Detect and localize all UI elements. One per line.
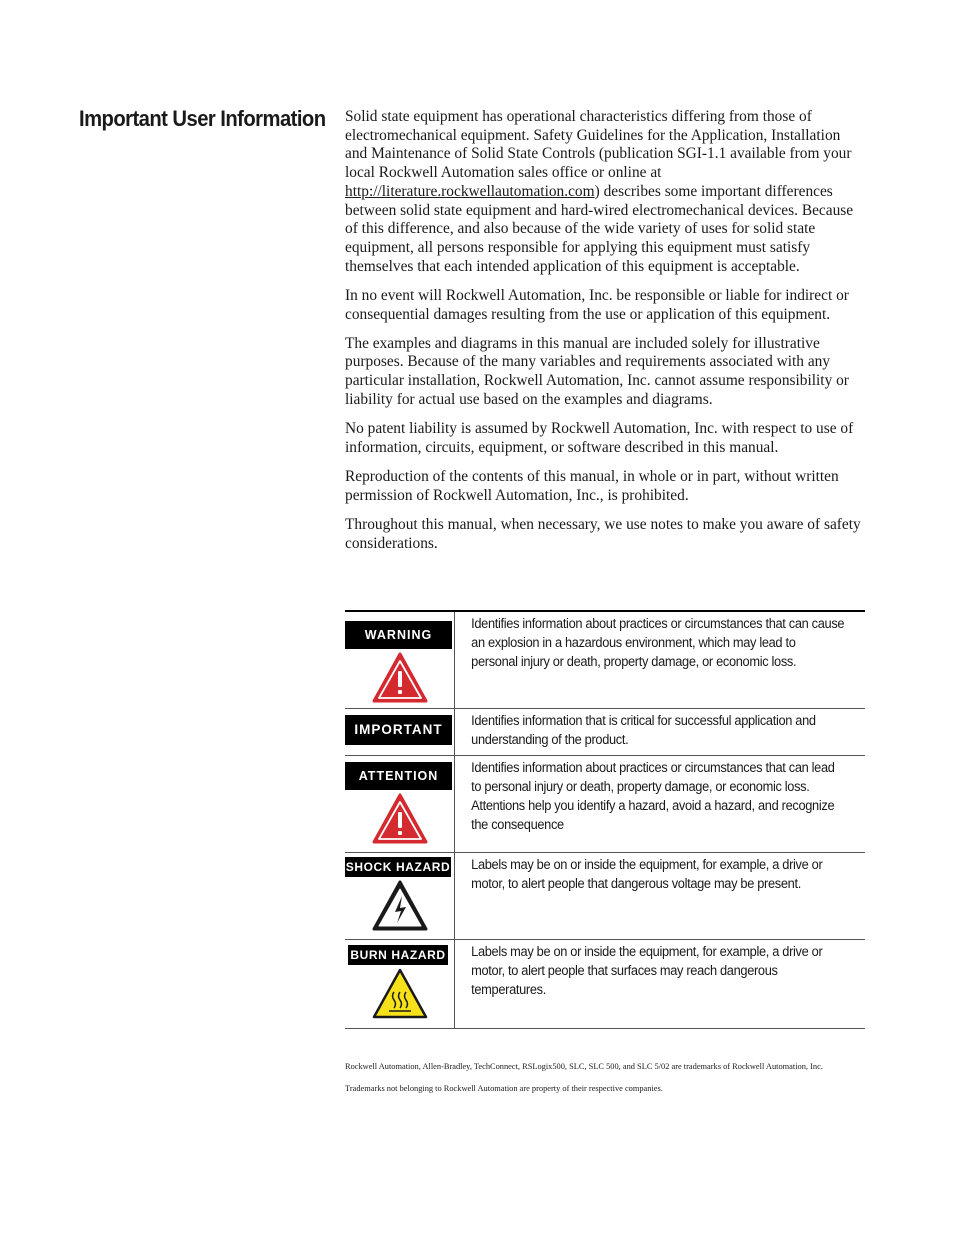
- notice-warning-symbol: [345, 612, 455, 708]
- page-heading: Important User Information: [79, 106, 326, 131]
- paragraph-solid-state: [345, 108, 865, 276]
- burn-hazard-text: Labels may be on or inside the equipment, for example, a drive or motor, to alert people that surfaces may reach dangerous temperatures.: [471, 944, 823, 997]
- warning-triangle-icon: [371, 651, 429, 705]
- literature-link[interactable]: http://literature.rockwellautomation.com: [345, 182, 595, 200]
- warning-label: WARNING: [345, 621, 452, 649]
- shock-hazard-label: SHOCK HAZARD: [345, 857, 451, 877]
- warning-text: Identifies information about practices or circumstances that can cause an explosion in a hazardous environment, which may lead to personal injury or death, property damage, or economic loss.: [471, 616, 845, 669]
- notice-shock-symbol: [345, 853, 455, 939]
- notice-burn-hazard: [345, 940, 865, 1029]
- notice-warning: [345, 612, 865, 709]
- attention-text: Identifies information about practices or circumstances that can lead to personal injury or death, property damage, or economic loss. Attentions help you identify a hazard, avoid a hazard, and recognize the consequence: [471, 760, 835, 832]
- notice-important: [345, 709, 865, 756]
- paragraph-examples: The examples and diagrams in this manual are included solely for illustrative purposes. Because of the many variables and requirements associated with any particular installation, Rockwell Automation, Inc. cannot assume responsibility or liability for actual use based on the examples and diagrams.: [345, 334, 849, 408]
- trademark-footnotes: [345, 1062, 845, 1105]
- shock-hazard-icon: [371, 879, 429, 933]
- paragraph-liability: In no event will Rockwell Automation, Inc. be responsible or liable for indirect or consequential damages resulting from the use or application of this equipment.: [345, 286, 849, 323]
- paragraph-reproduction: Reproduction of the contents of this manual, in whole or in part, without written permission of Rockwell Automation, Inc., is prohibited.: [345, 467, 839, 504]
- notice-shock-hazard: [345, 853, 865, 940]
- shock-hazard-text: Labels may be on or inside the equipment, for example, a drive or motor, to alert people that dangerous voltage may be present.: [471, 857, 823, 891]
- important-label: IMPORTANT: [345, 715, 452, 745]
- warning-triangle-icon: [371, 792, 429, 846]
- burn-hazard-label: BURN HAZARD: [348, 945, 448, 965]
- safety-notices-table: [345, 610, 865, 1029]
- burn-hazard-icon: [371, 967, 429, 1021]
- paragraph-notes-intro: Throughout this manual, when necessary, we use notes to make you aware of safety considerations.: [345, 515, 861, 552]
- paragraph-solid-state-end: ) describes some important differences between solid state equipment and hard-wired electromechanical devices. Because of this difference, and also because of the wide variety of uses for solid state equipment, all persons responsible for applying this equipment must satisfy themselves that each intended application of this equipment is acceptable.: [345, 182, 854, 275]
- important-text: Identifies information that is critical for successful application and understanding of the product.: [471, 713, 816, 747]
- paragraph-solid-state-start: Solid state equipment has operational characteristics differing from those of electromechanical equipment. Safety Guidelines for the Application, Installation and Maintenance of Solid State Controls (publication SGI-1.1 available from your local Rockwell Automation sales office or online at: [345, 108, 852, 182]
- notice-attention-symbol: [345, 756, 455, 852]
- notice-burn-symbol: [345, 940, 455, 1028]
- body-text: [345, 108, 865, 564]
- notice-attention: [345, 756, 865, 853]
- third-party-trademark-note: Trademarks not belonging to Rockwell Automation are property of their respective companies.: [345, 1083, 663, 1093]
- attention-label: ATTENTION: [345, 762, 452, 790]
- trademark-note: Rockwell Automation, Allen-Bradley, TechConnect, RSLogix500, SLC, SLC 500, and SLC 5/02 are trademarks of Rockwell Automation, Inc.: [345, 1062, 823, 1071]
- paragraph-patent: No patent liability is assumed by Rockwell Automation, Inc. with respect to use of information, circuits, equipment, or software described in this manual.: [345, 420, 854, 456]
- notice-important-symbol: [345, 709, 455, 755]
